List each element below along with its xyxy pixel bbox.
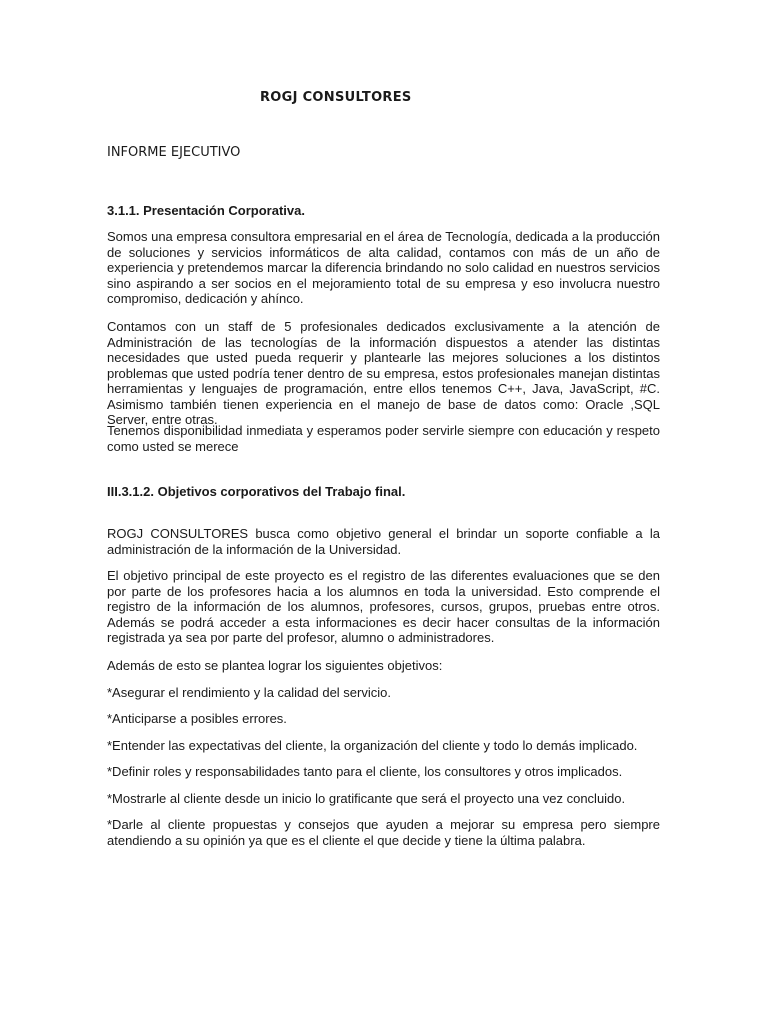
paragraph-objetivos-2: El objetivo principal de este proyecto es el registro de las diferentes evaluaciones que se den por parte de los profesores hacia a los alumnos en toda la universidad. Esto comprende el registro de la información de los alumnos, profesores, cursos, grupos, pruebas entre otros. Además se podrá acceder a esta informaciones es decir hacer consultas de la información registrada ya sea por parte del profesor, alumno o administradores. [107,568,660,645]
objective-bullet: *Mostrarle al cliente desde un inicio lo gratificante que será el proyecto una vez concluido. [107,791,626,806]
paragraph-presentacion-1: Somos una empresa consultora empresarial en el área de Tecnología, dedicada a la producción de soluciones y servicios informáticos de alta calidad, contamos con más de un año de experiencia y pretendemos marcar la diferencia brindando no solo calidad en nuestros servicios sino aspirando a ser socios en el mejoramiento total de su empresa y eso involucra nuestro compromiso, dedicación y ahínco. [107,229,660,306]
objective-bullet: *Darle al cliente propuestas y consejos que ayuden a mejorar su empresa pero siempre atendiendo a su opinión ya que es el cliente el que decide y tiene la última palabra. [107,817,660,848]
section-heading-presentacion: 3.1.1. Presentación Corporativa. [107,203,305,218]
paragraph-objetivos-1: ROGJ CONSULTORES busca como objetivo general el brindar un soporte confiable a la administración de la información de la Universidad. [107,526,660,557]
section-heading-objetivos: III.3.1.2. Objetivos corporativos del Trabajo final. [107,484,406,499]
paragraph-objetivos-3: Además de esto se plantea lograr los siguientes objetivos: [107,658,443,673]
paragraph-presentacion-2: Contamos con un staff de 5 profesionales dedicados exclusivamente a la atención de Administración de las tecnologías de la información dispuestos a atender las distintas necesidades que usted pueda requerir y plantearle las mejores soluciones a los distintos problemas que usted podría tener dentro de su empresa, estos profesionales manejan distintas herramientas y lenguajes de programación, entre ellos tenemos C++, Java, JavaScript, #C. Asimismo también tienen experiencia en el manejo de base de datos como: Oracle ,SQL Server, entre otras. [107,319,660,427]
paragraph-presentacion-3: Tenemos disponibilidad inmediata y esperamos poder servirle siempre con educación y respeto como usted se merece [107,423,660,454]
objective-bullet: *Anticiparse a posibles errores. [107,711,287,726]
objective-bullet: *Definir roles y responsabilidades tanto para el cliente, los consultores y otros implicados. [107,764,623,779]
document-subtitle: INFORME EJECUTIVO [107,145,241,160]
objective-bullet: *Asegurar el rendimiento y la calidad del servicio. [107,685,391,700]
document-title: ROGJ CONSULTORES [260,90,412,105]
objective-bullet: *Entender las expectativas del cliente, la organización del cliente y todo lo demás implicado. [107,738,638,753]
